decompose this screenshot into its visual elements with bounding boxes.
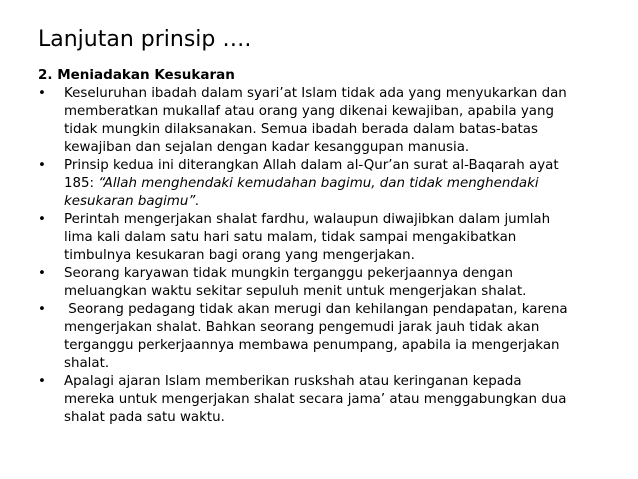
bullet-marker: •	[38, 266, 46, 281]
quran-quote: kesukaran bagimu”.	[64, 194, 200, 209]
bullet-item	[38, 157, 628, 211]
bullet-line: shalat pada satu waktu.	[64, 410, 225, 425]
bullet-list	[38, 85, 628, 427]
bullet-item	[38, 211, 628, 265]
bullet-line: mengerjakan shalat. Bahkan seorang pengemudi jarak jauh tidak akan	[64, 320, 540, 335]
bullet-line: meluangkan waktu sekitar sepuluh menit untuk mengerjakan shalat.	[64, 284, 527, 299]
bullet-item	[38, 373, 628, 427]
bullet-line: kewajiban dan sejalan dengan kadar kesanggupan manusia.	[64, 140, 470, 155]
bullet-line: shalat.	[64, 356, 110, 371]
bullet-line: terganggu perkerjaannya membawa penumpang, apabila ia mengerjakan	[64, 338, 560, 353]
bullet-item	[38, 301, 628, 373]
bullet-marker: •	[38, 374, 46, 389]
bullet-line: Prinsip kedua ini diterangkan Allah dalam al-Qur’an surat al-Baqarah ayat	[64, 158, 559, 173]
section-subheading: 2. Meniadakan Kesukaran	[38, 67, 235, 83]
bullet-line: lima kali dalam satu hari satu malam, tidak sampai mengakibatkan	[64, 230, 517, 245]
bullet-marker: •	[38, 86, 46, 101]
slide-title: Lanjutan prinsip ….	[38, 27, 252, 52]
bullet-line: Seorang karyawan tidak mungkin terganggu pekerjaannya dengan	[64, 266, 513, 281]
bullet-line: mereka untuk mengerjakan shalat secara jama’ atau menggabungkan dua	[64, 392, 567, 407]
bullet-marker: •	[38, 212, 46, 227]
bullet-item	[38, 85, 628, 157]
bullet-line: memberatkan mukallaf atau orang yang dikenai kewajiban, apabila yang	[64, 104, 554, 119]
verse-reference: 185:	[64, 176, 99, 191]
bullet-line: Apalagi ajaran Islam memberikan ruskshah atau keringanan kepada	[64, 374, 522, 389]
bullet-line: Perintah mengerjakan shalat fardhu, walaupun diwajibkan dalam jumlah	[64, 212, 551, 227]
quran-quote: “Allah menghendaki kemudahan bagimu, dan tidak menghendaki	[98, 176, 539, 191]
bullet-line	[64, 175, 628, 193]
bullet-marker: •	[38, 158, 46, 173]
bullet-line: Seorang pedagang tidak akan merugi dan kehilangan pendapatan, karena	[64, 302, 568, 317]
bullet-line: tidak mungkin dilaksanakan. Semua ibadah berada dalam batas-batas	[64, 122, 538, 137]
bullet-line: timbulnya kesukaran bagi orang yang mengerjakan.	[64, 248, 415, 263]
bullet-marker: •	[38, 302, 46, 317]
bullet-line: Keseluruhan ibadah dalam syari’at Islam tidak ada yang menyukarkan dan	[64, 86, 567, 101]
bullet-item	[38, 265, 628, 301]
